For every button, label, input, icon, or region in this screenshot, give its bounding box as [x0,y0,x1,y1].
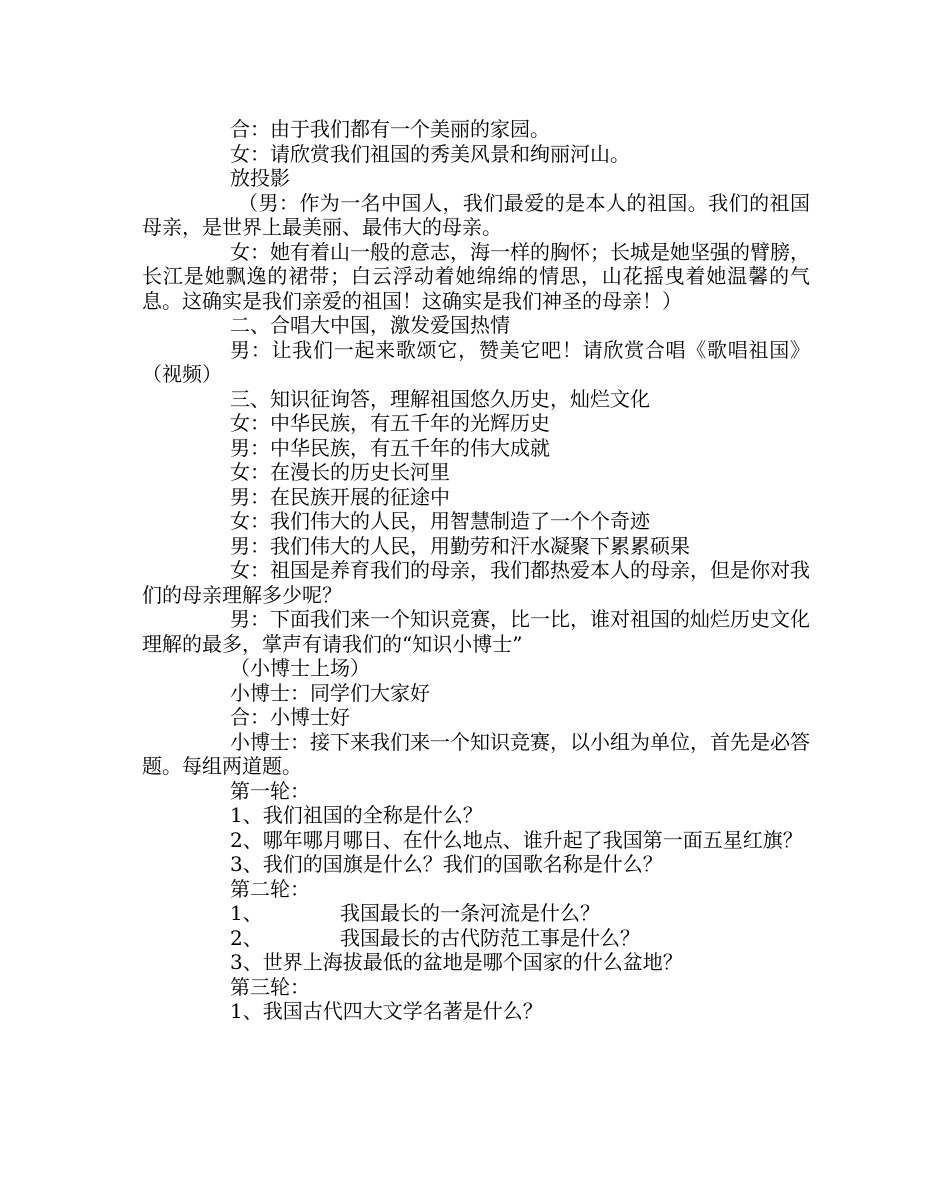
paragraph: 男：我们伟大的人民，用勤劳和汗水凝聚下累累硕果 [230,533,690,558]
question-number: 2、 [230,925,263,950]
paragraph: （男：作为一名中国人，我们最爱的是本人的祖国。我们的祖国母亲，是世界上最美丽、最伟大的母亲。 [142,190,810,239]
section-heading: 三、知识征询答，理解祖国悠久历史，灿烂文化 [230,386,650,411]
question-item: 3、世界上海拔最低的盆地是哪个国家的什么盆地？ [230,950,683,974]
paragraph: 女：祖国是养育我们的母亲，我们都热爱本人的母亲，但是你对我们的母亲理解多少呢？ [142,558,810,607]
paragraph: 女：请欣赏我们祖国的秀美风景和绚丽河山。 [230,141,630,166]
paragraph: （小博士上场） [230,656,370,680]
question-text: 我国最长的一条河流是什么？ [340,901,600,925]
paragraph: 男：让我们一起来歌颂它，赞美它吧！请欣赏合唱《歌唱祖国》（视频） [142,337,810,386]
round-heading: 第二轮： [230,876,310,901]
question-item: 1、我国古代四大文学名著是什么？ [230,999,543,1023]
paragraph: 男：下面我们来一个知识竞赛，比一比，谁对祖国的灿烂历史文化理解的最多，掌声有请我们的“知识小博士” [142,607,810,656]
question-text: 我国最长的古代防范工事是什么？ [340,925,640,950]
question-item [142,901,810,926]
round-heading: 第三轮： [230,974,310,999]
paragraph: 女：中华民族，有五千年的光辉历史 [230,411,550,435]
paragraph: 男：中华民族，有五千年的伟大成就 [230,435,550,460]
paragraph: 合：由于我们都有一个美丽的家园。 [230,117,550,141]
paragraph: 男：在民族开展的征途中 [230,484,450,509]
paragraph: 放投影 [230,166,290,190]
paragraph: 女：我们伟大的人民，用智慧制造了一个个奇迹 [230,509,650,533]
paragraph: 女：她有着山一般的意志，海一样的胸怀；长城是她坚强的臂膀，长江是她飘逸的裙带；白云浮动着她绵绵的情思，山花摇曳着她温馨的气息。这确实是我们亲爱的祖国！这确实是我们神圣的母亲！） [142,239,810,313]
round-heading: 第一轮： [230,778,310,803]
paragraph: 小博士：同学们大家好 [230,680,430,705]
document-body [142,117,810,1024]
paragraph: 合：小博士好 [230,705,350,729]
question-item [142,926,810,951]
question-item: 2、哪年哪月哪日、在什么地点、谁升起了我国第一面五星红旗？ [230,827,803,852]
section-heading: 二、合唱大中国，激发爱国热情 [230,313,510,337]
question-item: 1、我们祖国的全称是什么？ [230,803,483,827]
question-item: 3、我们的国旗是什么？我们的国歌名称是什么？ [230,852,663,876]
question-number: 1、 [230,901,263,925]
paragraph: 女：在漫长的历史长河里 [230,460,450,484]
paragraph: 小博士：接下来我们来一个知识竞赛，以小组为单位，首先是必答题。每组两道题。 [142,729,810,778]
